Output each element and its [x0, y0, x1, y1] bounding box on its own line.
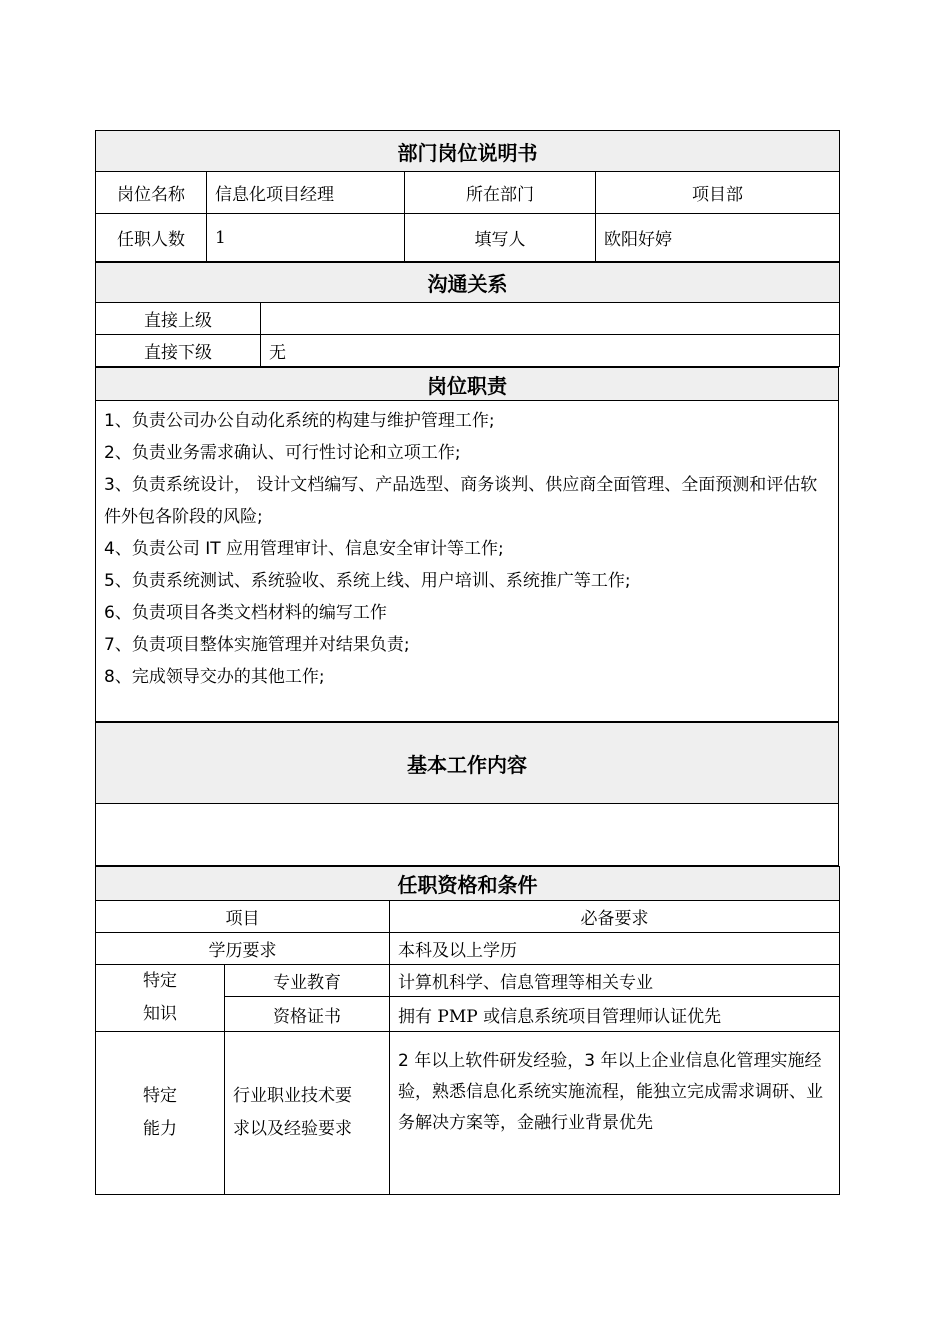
- ability-sublabel-line: 求以及经验要求: [233, 1119, 352, 1139]
- column-item-header: 项目: [96, 901, 390, 933]
- education-label: 学历要求: [96, 933, 390, 965]
- communication-header: 沟通关系: [96, 263, 840, 303]
- education-value: 本科及以上学历: [390, 933, 840, 965]
- duty-item: 4、负责公司 IT 应用管理审计、信息安全审计等工作;: [104, 539, 504, 559]
- subordinate-label: 直接下级: [96, 335, 261, 367]
- author-label: 填写人: [405, 214, 596, 262]
- major-value: 计算机科学、信息管理等相关专业: [390, 965, 840, 997]
- position-value: 信息化项目经理: [207, 172, 405, 214]
- ability-sublabel-line: 行业职业技术要: [233, 1086, 352, 1106]
- knowledge-label: [96, 965, 225, 1032]
- position-label: 岗位名称: [96, 172, 207, 214]
- subordinate-value: 无: [261, 335, 840, 367]
- duty-item: 6、负责项目各类文档材料的编写工作: [104, 603, 387, 623]
- knowledge-label-line: 特定: [143, 971, 177, 991]
- duty-item: 2、负责业务需求确认、可行性讨论和立项工作;: [104, 443, 461, 463]
- ability-label-line: 特定: [143, 1086, 177, 1106]
- headcount-label: 任职人数: [96, 214, 207, 262]
- duties-table: [95, 367, 839, 722]
- duty-item: 3、负责系统设计， 设计文档编写、产品选型、商务谈判、供应商全面管理、全面预测和评估软件外包各阶段的风险;: [104, 475, 818, 527]
- ability-label-line: 能力: [143, 1119, 177, 1139]
- duty-item: 7、负责项目整体实施管理并对结果负责;: [104, 635, 410, 655]
- duty-item: 8、完成领导交办的其他工作;: [104, 667, 325, 687]
- superior-label: 直接上级: [96, 303, 261, 335]
- communication-table: [95, 262, 840, 367]
- duty-item: 1、负责公司办公自动化系统的构建与维护管理工作;: [104, 411, 495, 431]
- knowledge-label-line: 知识: [143, 1004, 177, 1024]
- department-label: 所在部门: [405, 172, 596, 214]
- department-value: 项目部: [596, 172, 840, 214]
- certificate-label: 资格证书: [225, 997, 390, 1032]
- qualifications-header: 任职资格和条件: [96, 867, 840, 901]
- author-value: 欧阳好婷: [596, 214, 840, 262]
- basic-work-table: [95, 722, 839, 866]
- column-requirement-header: 必备要求: [390, 901, 840, 933]
- basic-work-header: 基本工作内容: [96, 723, 839, 804]
- ability-value: 2 年以上软件研发经验，3 年以上企业信息化管理实施经验，熟悉信息化系统实施流程，能独立完成需求调研、业务解决方案等，金融行业背景优先: [390, 1032, 840, 1195]
- basic-work-content: [96, 804, 839, 866]
- certificate-value: 拥有 PMP 或信息系统项目管理师认证优先: [390, 997, 840, 1032]
- duty-item: 5、负责系统测试、系统验收、系统上线、用户培训、系统推广等工作;: [104, 571, 631, 591]
- headcount-value: 1: [207, 214, 405, 262]
- duties-header: 岗位职责: [96, 368, 839, 401]
- qualifications-table: [95, 866, 840, 1195]
- basic-info-table: [95, 130, 840, 262]
- job-description-form: [95, 130, 839, 1195]
- ability-sublabel: [225, 1032, 390, 1195]
- ability-label: [96, 1032, 225, 1195]
- form-title: 部门岗位说明书: [96, 131, 840, 172]
- superior-value: [261, 303, 840, 335]
- duties-list: [96, 401, 839, 722]
- major-label: 专业教育: [225, 965, 390, 997]
